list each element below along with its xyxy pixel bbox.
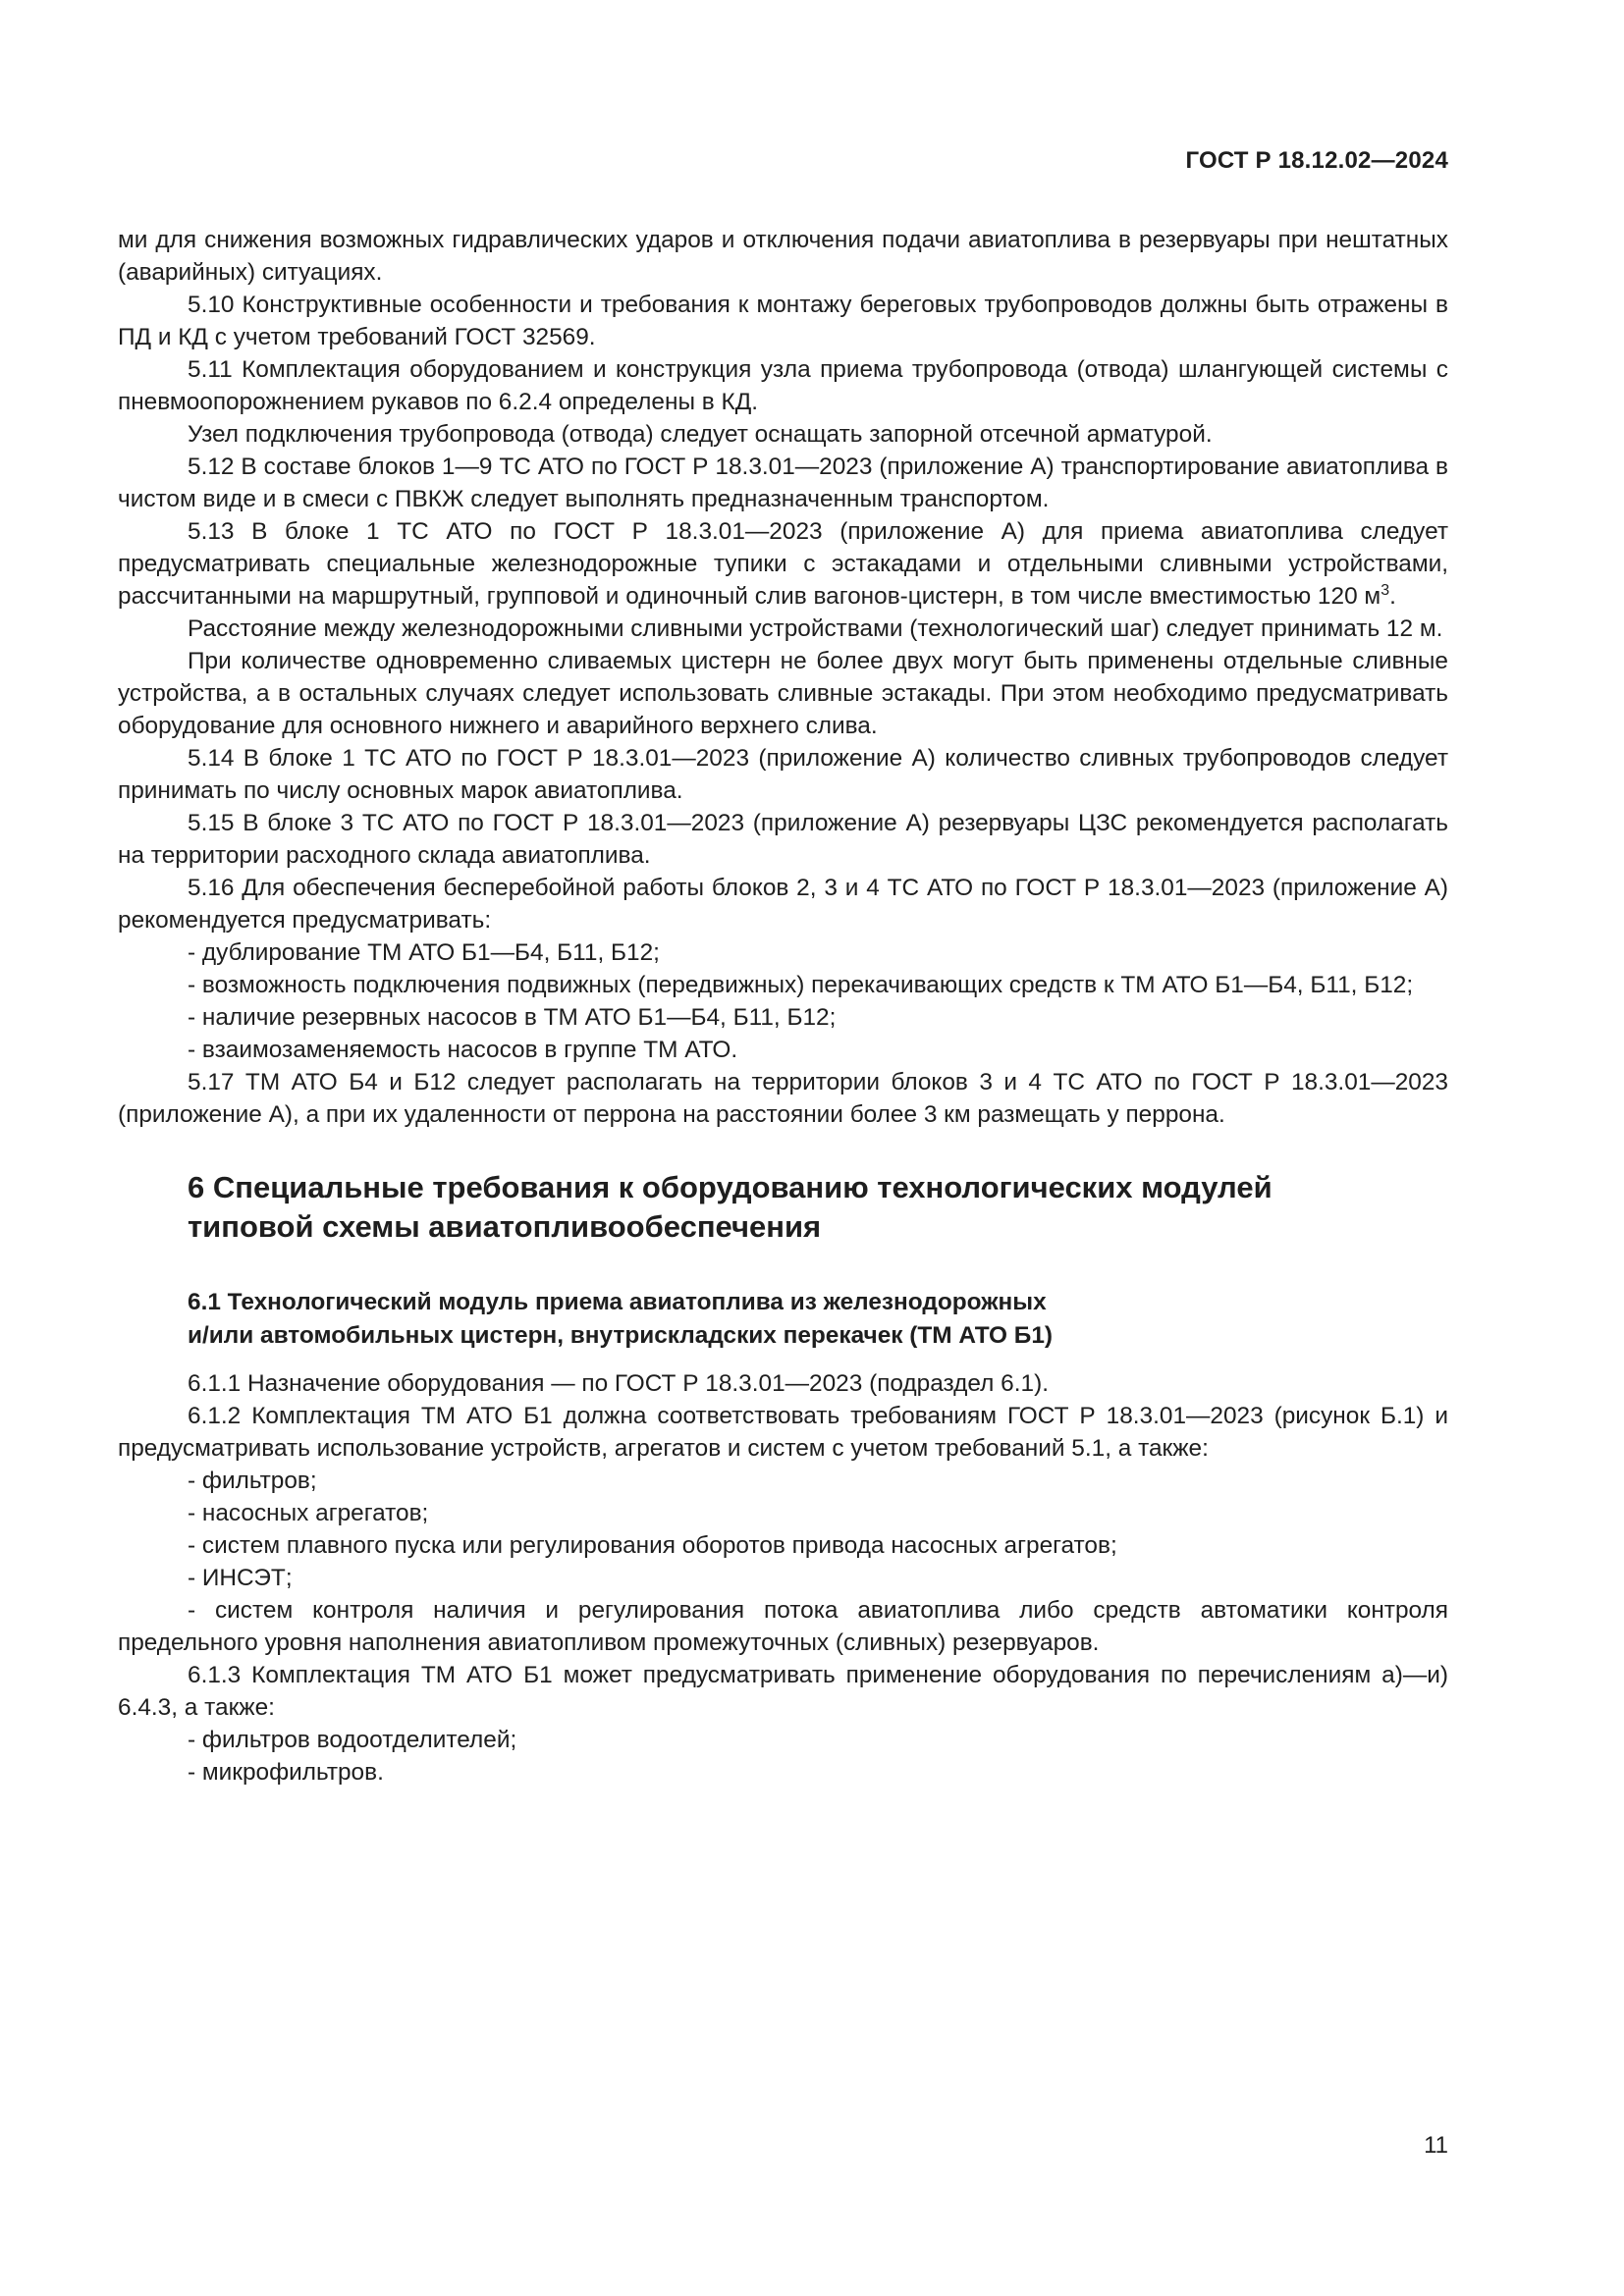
paragraph-5-13-tail: .	[1389, 583, 1396, 610]
list-item: - дублирование ТМ АТО Б1—Б4, Б11, Б12;	[188, 939, 660, 966]
paragraph-5-10: 5.10 Конструктивные особенности и требования к монтажу береговых трубопроводов должны быть отражены в ПД и КД с учетом требований ГОСТ 32569.	[118, 292, 1448, 350]
paragraph-6-1-1: 6.1.1 Назначение оборудования — по ГОСТ Р 18.3.01—2023 (подраздел 6.1).	[188, 1370, 1049, 1397]
list-item: - ИНСЭТ;	[188, 1565, 293, 1591]
paragraph: При количестве одновременно сливаемых цистерн не более двух могут быть применены отдельные сливные устройства, а в остальных случаях следует использовать сливные эстакады. При этом необходимо предусматривать оборудование для основного нижнего и аварийного верхнего слива.	[118, 648, 1448, 739]
page-number: 11	[1424, 2132, 1448, 2159]
paragraph-5-17: 5.17 ТМ АТО Б4 и Б12 следует располагать на территории блоков 3 и 4 ТС АТО по ГОСТ Р 18.3.01—2023 (приложение А), а при их удаленности от перрона на расстоянии более 3 км размещать у перрона.	[118, 1069, 1448, 1128]
list-item: - наличие резервных насосов в ТМ АТО Б1—Б4, Б11, Б12;	[188, 1004, 837, 1031]
paragraph: ми для снижения возможных гидравлических ударов и отключения подачи авиатоплива в резервуары при нештатных (аварийных) ситуациях.	[118, 227, 1448, 286]
list-item: - возможность подключения подвижных (передвижных) перекачивающих средств к ТМ АТО Б1—Б4, Б11, Б12;	[188, 972, 1414, 998]
paragraph-6-1-3: 6.1.3 Комплектация ТМ АТО Б1 может предусматривать применение оборудования по перечислениям а)—и) 6.4.3, а также:	[118, 1662, 1448, 1721]
subsection-6-1-title-line: и/или автомобильных цистерн, внутрискладских перекачек (ТМ АТО Б1)	[188, 1322, 1054, 1349]
paragraph-5-12: 5.12 В составе блоков 1—9 ТС АТО по ГОСТ Р 18.3.01—2023 (приложение А) транспортирование авиатоплива в чистом виде и в смеси с ПВКЖ следует выполнять предназначенным транспортом.	[118, 454, 1448, 512]
superscript: 3	[1380, 581, 1390, 599]
list-item: - насосных агрегатов;	[188, 1500, 429, 1526]
paragraph-5-14: 5.14 В блоке 1 ТС АТО по ГОСТ Р 18.3.01—2023 (приложение А) количество сливных трубопроводов следует принимать по числу основных марок авиатоплива.	[118, 745, 1448, 804]
paragraph: Узел подключения трубопровода (отвода) следует оснащать запорной отсечной арматурой.	[188, 421, 1213, 448]
paragraph-5-15: 5.15 В блоке 3 ТС АТО по ГОСТ Р 18.3.01—2023 (приложение А) резервуары ЦЗС рекомендуется располагать на территории расходного склада авиатоплива.	[118, 810, 1448, 869]
list-item: - взаимозаменяемость насосов в группе ТМ АТО.	[188, 1037, 738, 1063]
list-item: - фильтров;	[188, 1468, 317, 1494]
subsection-6-1-title-line: 6.1 Технологический модуль приема авиатоплива из железнодорожных	[188, 1289, 1047, 1315]
section-6-title-line: типовой схемы авиатопливообеспечения	[188, 1209, 822, 1244]
document-page	[118, 0, 1448, 2296]
paragraph-5-16: 5.16 Для обеспечения бесперебойной работы блоков 2, 3 и 4 ТС АТО по ГОСТ Р 18.3.01—2023 (приложение А) рекомендуется предусматривать:	[118, 875, 1448, 934]
body-text	[118, 224, 1448, 1789]
document-code: ГОСТ Р 18.12.02—2024	[1185, 147, 1448, 174]
subsection-6-1-heading	[118, 1286, 1448, 1353]
list-item: - систем плавного пуска или регулирования оборотов привода насосных агрегатов;	[188, 1532, 1117, 1559]
list-item: - систем контроля наличия и регулирования потока авиатоплива либо средств автоматики контроля предельного уровня наполнения авиатопливом промежуточных (сливных) резервуаров.	[118, 1597, 1448, 1656]
paragraph-5-11: 5.11 Комплектация оборудованием и конструкция узла приема трубопровода (отвода) шлангующей системы с пневмоопорожнением рукавов по 6.2.4 определены в КД.	[118, 356, 1448, 415]
paragraph-6-1-2: 6.1.2 Комплектация ТМ АТО Б1 должна соответствовать требованиям ГОСТ Р 18.3.01—2023 (рисунок Б.1) и предусматривать использование устройств, агрегатов и систем с учетом требований 5.1, а также:	[118, 1403, 1448, 1462]
section-6-title-line: 6 Специальные требования к оборудованию технологических модулей	[188, 1170, 1272, 1204]
paragraph: Расстояние между железнодорожными сливными устройствами (технологический шаг) следует принимать 12 м.	[188, 615, 1443, 642]
paragraph-5-13-text: 5.13 В блоке 1 ТС АТО по ГОСТ Р 18.3.01—2023 (приложение А) для приема авиатоплива следует предусматривать специальные железнодорожные тупики с эстакадами и отдельными сливными устройствами, рассчитанными на маршрутный, групповой и одиночный слив вагонов-цистерн, в том числе вместимостью 120 м	[118, 518, 1448, 610]
paragraph-5-13	[118, 515, 1448, 613]
list-item: - микрофильтров.	[188, 1759, 384, 1786]
section-6-heading	[118, 1168, 1448, 1247]
list-item: - фильтров водоотделителей;	[188, 1727, 517, 1753]
